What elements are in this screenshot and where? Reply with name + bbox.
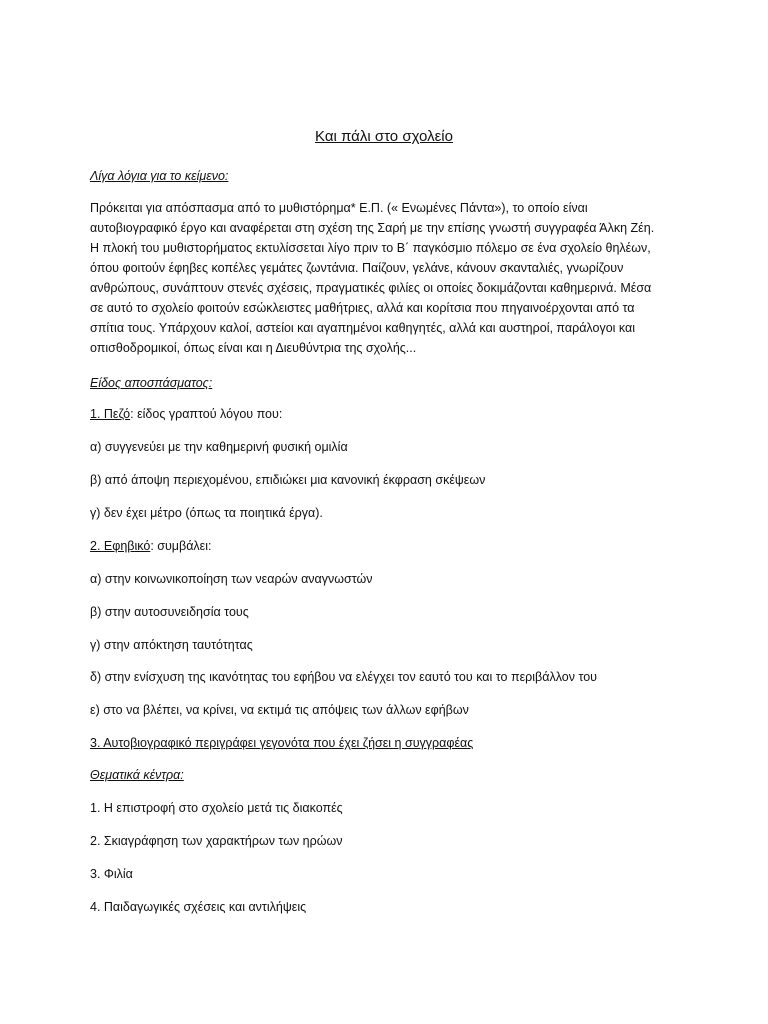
prose-heading [90, 404, 282, 424]
prose-item: γ) δεν έχει μέτρο (όπως τα ποιητικά έργα). [90, 506, 323, 520]
theme-item: 2. Σκιαγράφηση των χαρακτήρων των ηρώων [90, 834, 343, 848]
teen-item: δ) στην ενίσχυση της ικανότητας του εφήβου να ελέγχει τον εαυτό του και το περιβάλλον του [90, 670, 597, 684]
teen-item: β) στην αυτοσυνειδησία τους [90, 605, 249, 619]
autobio-line: 3. Αυτοβιογραφικό περιγράφει γεγονότα που έχει ζήσει η συγγραφέας [90, 736, 474, 750]
teen-rest: : συμβάλει: [150, 539, 212, 553]
theme-item: 4. Παιδαγωγικές σχέσεις και αντιλήψεις [90, 900, 307, 914]
intro-line: σε αυτό το σχολείο φοιτούν εσώκλειστες μαθήτριες, αλλά και κορίτσια που πηγαινοέρχονται από τα [90, 301, 635, 315]
intro-line: οπισθοδρομικοί, όπως είναι και η Διευθύντρια της σχολής... [90, 341, 417, 355]
intro-paragraph [90, 198, 680, 358]
intro-line: όπου φοιτούν έφηβες κοπέλες γεμάτες ζωντάνια. Παίζουν, γελάνε, κάνουν σκανταλιές, γνωρίζουν [90, 261, 624, 275]
teen-item: ε) στο να βλέπει, να κρίνει, να εκτιμά τις απόψεις των άλλων εφήβων [90, 703, 469, 717]
intro-line: Η πλοκή του μυθιστορήματος εκτυλίσσεται λίγο πριν το Β΄ παγκόσμιο πόλεμο σε ένα σχολείο θηλέων, [90, 241, 651, 255]
teen-item: γ) στην απόκτηση ταυτότητας [90, 638, 253, 652]
teen-heading [90, 536, 212, 556]
document-title: Και πάλι στο σχολείο [315, 128, 453, 145]
prose-rest: : είδος γραπτού λόγου που: [130, 407, 283, 421]
prose-item: α) συγγενεύει με την καθημερινή φυσική ομιλία [90, 440, 348, 454]
prose-item: β) από άποψη περιεχομένου, επιδιώκει μια κανονική έκφραση σκέψεων [90, 473, 486, 487]
theme-item: 1. Η επιστροφή στο σχολείο μετά τις διακοπές [90, 801, 343, 815]
teen-label: 2. Εφηβικό [90, 539, 151, 553]
intro-line: ανθρώπους, συνάπτουν στενές σχέσεις, πραγματικές φιλίες οι οποίες δοκιμάζονται καθημερινά. Μέσα [90, 281, 652, 295]
intro-line: Πρόκειται για απόσπασμα από το μυθιστόρημα* Ε.Π. (« Ενωμένες Πάντα»), το οποίο είναι [90, 201, 588, 215]
theme-item: 3. Φιλία [90, 867, 133, 881]
themes-heading: Θεματικά κέντρα: [90, 768, 184, 782]
intro-line: σπίτια τους. Υπάρχουν καλοί, αστείοι και αγαπημένοι καθηγητές, αλλά και αυστηροί, παράλογοι και [90, 321, 636, 335]
genre-heading: Είδος αποσπάσματος: [90, 376, 213, 390]
intro-heading: Λίγα λόγια για το κείμενο: [90, 169, 229, 183]
prose-label: 1. Πεζό [90, 407, 131, 421]
intro-line: αυτοβιογραφικό έργο και αναφέρεται στη σχέση της Σαρή με την επίσης γνωστή συγγραφέα Άλκη Ζέη. [90, 221, 655, 235]
teen-item: α) στην κοινωνικοποίηση των νεαρών αναγνωστών [90, 572, 373, 586]
